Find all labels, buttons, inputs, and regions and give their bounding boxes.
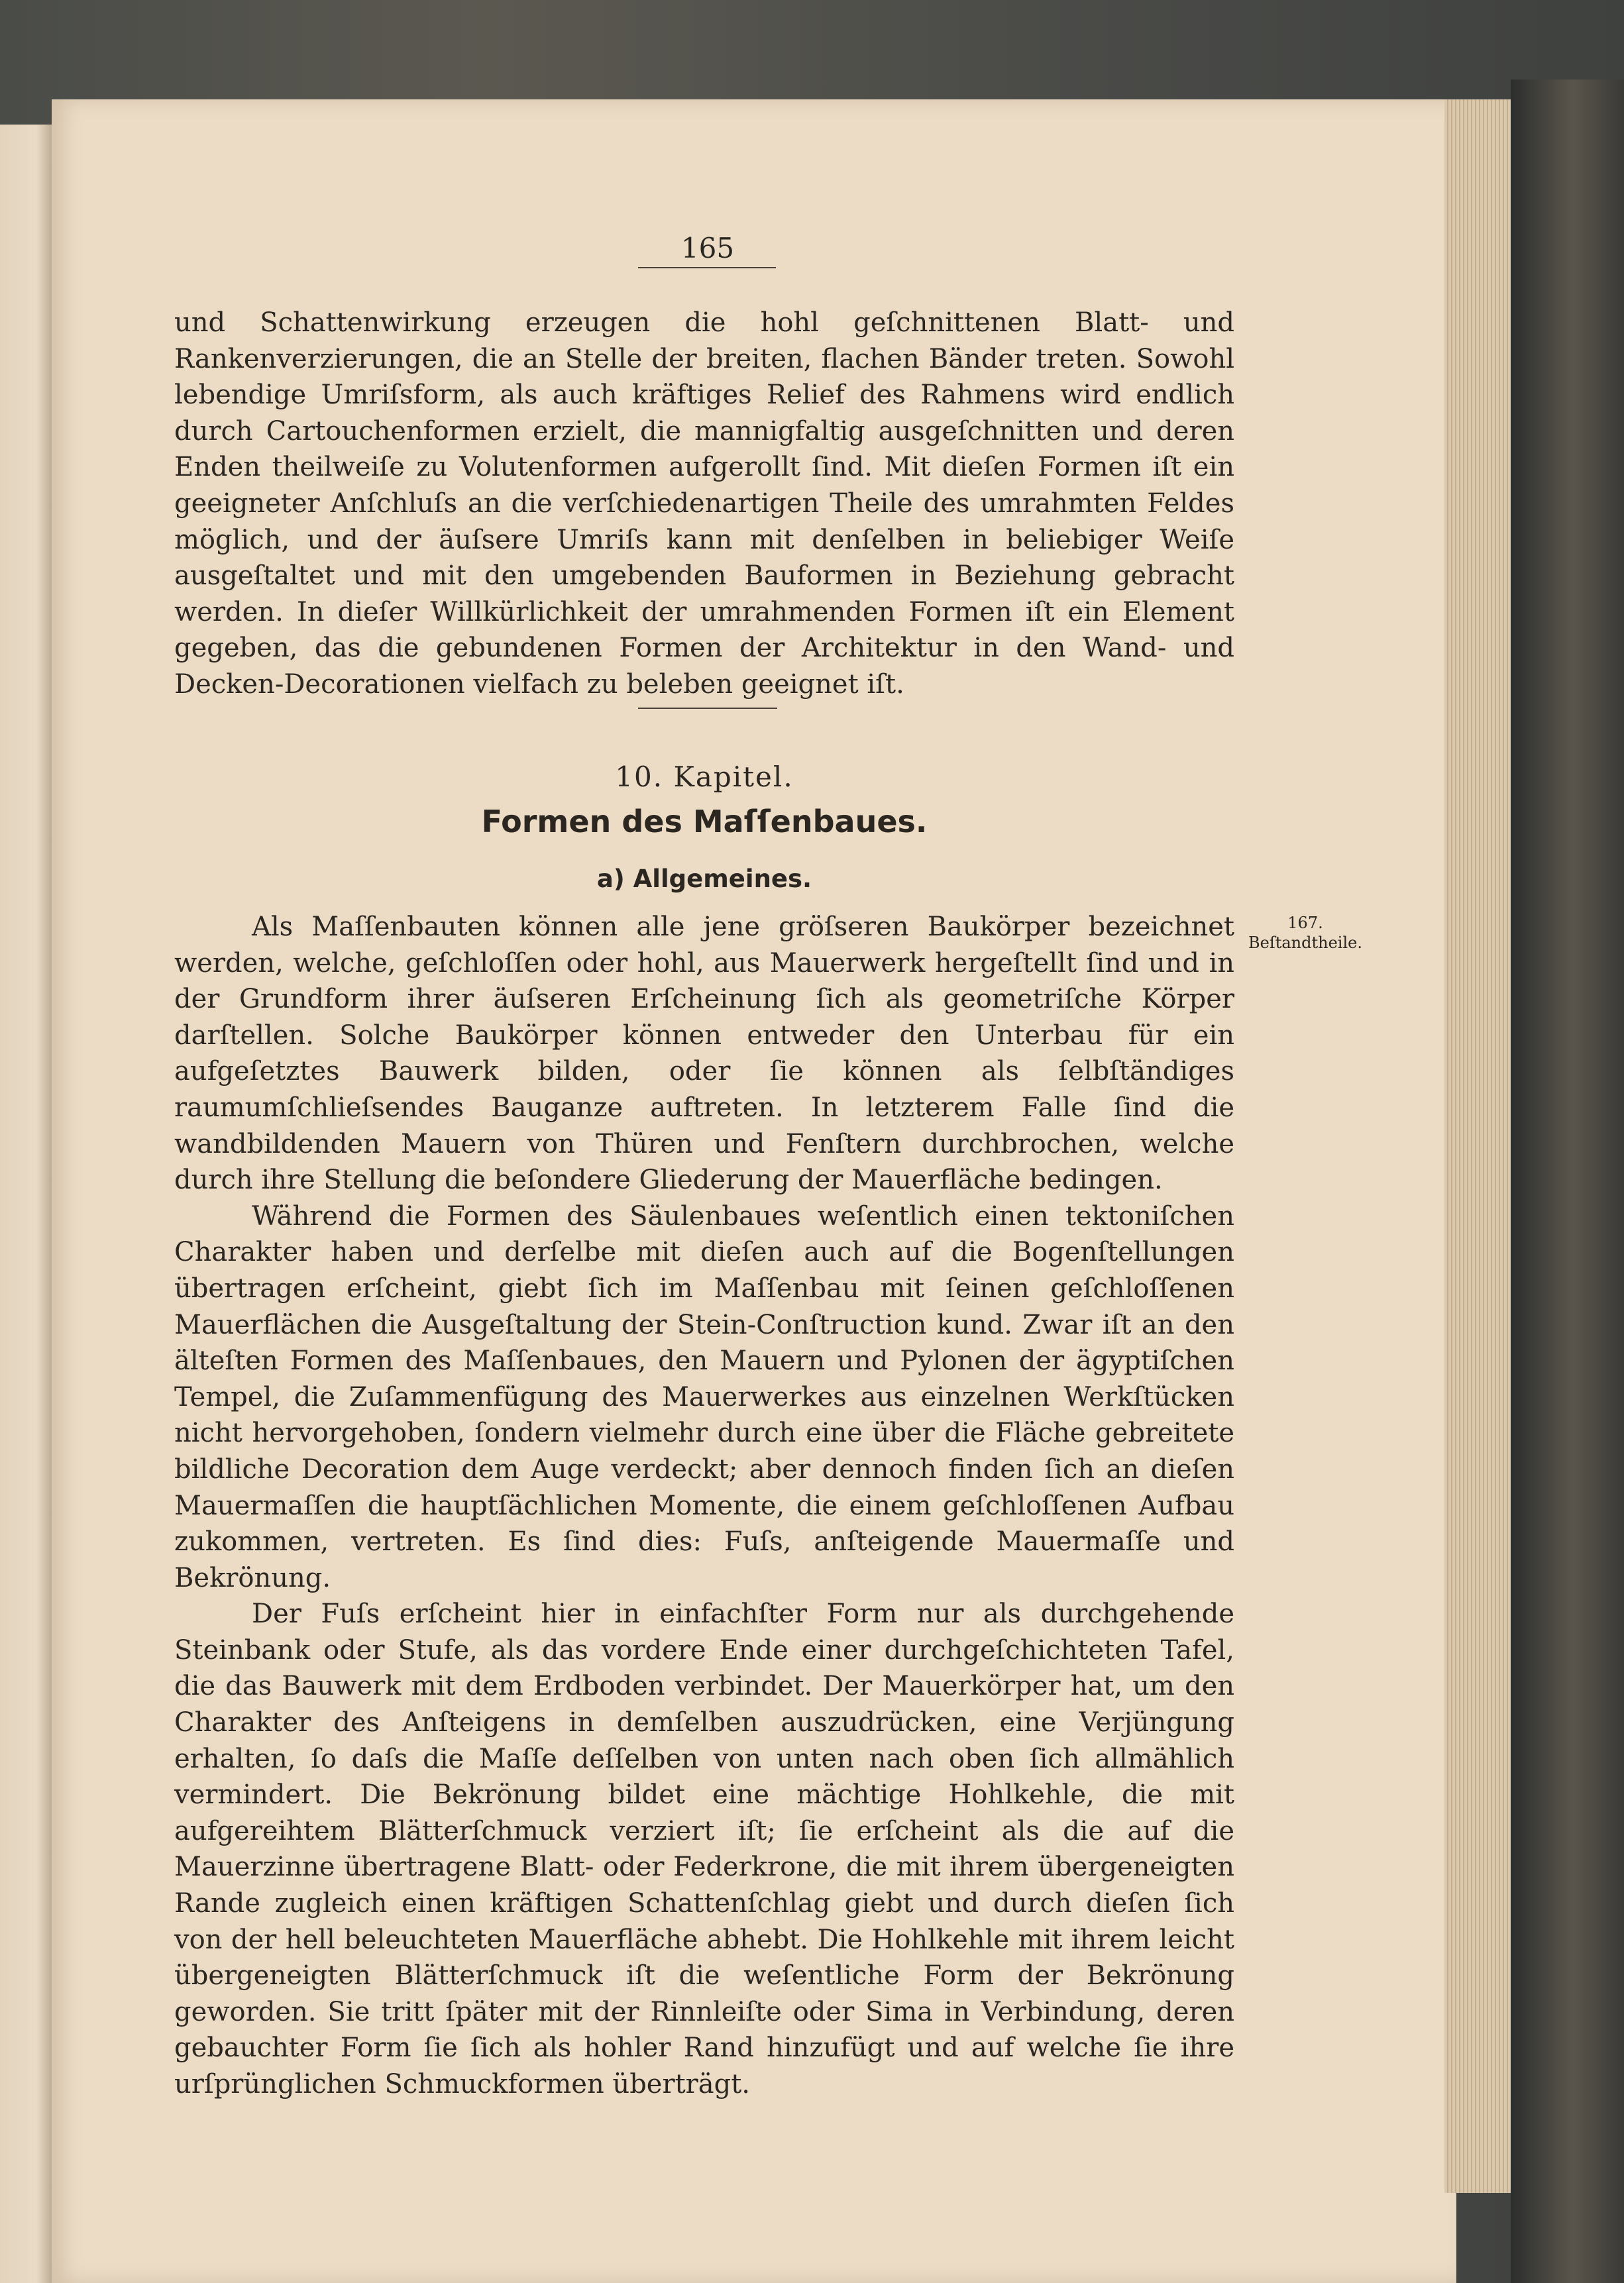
section-heading: a) Allgemeines. bbox=[596, 865, 812, 893]
intro-paragraph: und Schattenwirkung erzeugen die hohl geſchnittenen Blatt- und Rankenverzierungen, die an Stelle der breiten, flachen Bänder treten. Sowohl lebendige Umriſsform, als auch kräftiges Relief des Rahmens wird endlich durch Cartouchenformen erzielt, die mannigfaltig ausgeſchnitten und deren Enden theilweiſe zu Volutenformen aufgerollt ſind. Mit dieſen Formen iſt ein geeigneter Anſchluſs an die verſchiedenartigen Theile des umrahmten Feldes möglich, und der äuſsere Umriſs kann mit denſelben in beliebiger Weiſe ausgeſtaltet und mit den umgebenden Bauformen in Beziehung gebracht werden. In dieſer Willkürlichkeit der umrahmenden Formen iſt ein Element gegeben, das die gebundenen Formen der Architektur in den Wand- und Decken-Decorationen vielfach zu beleben geeignet iſt. bbox=[174, 307, 1234, 700]
margin-note-number: 167. bbox=[1287, 914, 1323, 932]
page-number: 165 bbox=[680, 232, 735, 264]
paragraph-1: Als Maſſenbauten können alle jene gröſseren Baukörper bezeichnet werden, welche, geſchloſſen oder hohl, aus Mauerwerk hergeſtellt ſind und in der Grundform ihrer äuſseren Erſcheinung ſich als geometriſche Körper darſtellen. Solche Baukörper können entweder den Unterbau für ein aufgeſetztes Bauwerk bilden, oder ſie können als ſelbſtändiges raumumſchlieſsendes Bauganze auftreten. In letzterem Falle ſind die wandbildenden Mauern von Thüren und Fenſtern durchbrochen, welche durch ihre Stellung die beſondere Gliederung der Mauerfläche bedingen. bbox=[174, 912, 1234, 1196]
margin-note-label: Beſtandtheile. bbox=[1248, 933, 1362, 952]
facing-page-edge bbox=[0, 125, 52, 2283]
page-number-rule bbox=[638, 267, 776, 268]
section-divider bbox=[638, 708, 777, 709]
intro-text-block bbox=[174, 305, 1234, 703]
page-stack-edges bbox=[1444, 99, 1513, 2193]
paragraph-2: Während die Formen des Säulenbaues weſentlich einen tektoniſchen Charakter haben und derſelbe mit dieſen auch auf die Bogenſtellungen übertragen erſcheint, giebt ſich im Maſſenbau mit ſeinen geſchloſſenen Mauerflächen die Ausgeſtaltung der Stein-Conſtruction kund. Zwar iſt an den älteſten Formen des Maſſenbaues, den Mauern und Pylonen der ägyptiſchen Tempel, die Zuſammenfügung des Mauerwerkes aus einzelnen Werkſtücken nicht hervorgehoben, ſondern vielmehr durch eine über die Fläche gebreitete bildliche Decoration dem Auge verdeckt; aber dennoch finden ſich an dieſen Mauermaſſen die hauptſächlichen Momente, die einem geſchloſſenen Aufbau zukommen, vertreten. Es ſind dies: Fuſs, anſteigende Mauermaſſe und Bekrönung. bbox=[174, 1200, 1234, 1593]
paragraph-3: Der Fuſs erſcheint hier in einfachſter Form nur als durchgehende Steinbank oder Stufe, als das vordere Ende einer durchgeſchichteten Tafel, die das Bauwerk mit dem Erdboden verbindet. Der Mauerkörper hat, um den Charakter des Anſteigens in demſelben auszudrücken, eine Verjüngung erhalten, ſo daſs die Maſſe deſſelben von unten nach oben ſich allmählich vermindert. Die Bekrönung bildet eine mächtige Hohlkehle, die mit aufgereihtem Blätterſchmuck verziert iſt; ſie erſcheint als die auf die Mauerzinne übertragene Blatt- oder Federkrone, die mit ihrem übergeneigten Rande zugleich einen kräftigen Schattenſchlag giebt und durch dieſen ſich von der hell beleuchteten Mauerfläche abhebt. Die Hohlkehle mit ihrem leicht übergeneigten Blätterſchmuck iſt die weſentliche Form der Bekrönung geworden. Sie tritt ſpäter mit der Rinnleiſte oder Sima in Verbindung, deren gebauchter Form ſie ſich als hohler Rand hinzufügt und auf welche ſie ihre urſprünglichen Schmuckformen überträgt. bbox=[174, 1599, 1234, 2099]
margin-note bbox=[1239, 913, 1372, 953]
chapter-label: 10. Kapitel. bbox=[615, 761, 794, 793]
book-cover bbox=[1511, 80, 1624, 2283]
main-text-block bbox=[174, 909, 1234, 2103]
chapter-title: Formen des Maſſenbaues. bbox=[481, 804, 928, 839]
